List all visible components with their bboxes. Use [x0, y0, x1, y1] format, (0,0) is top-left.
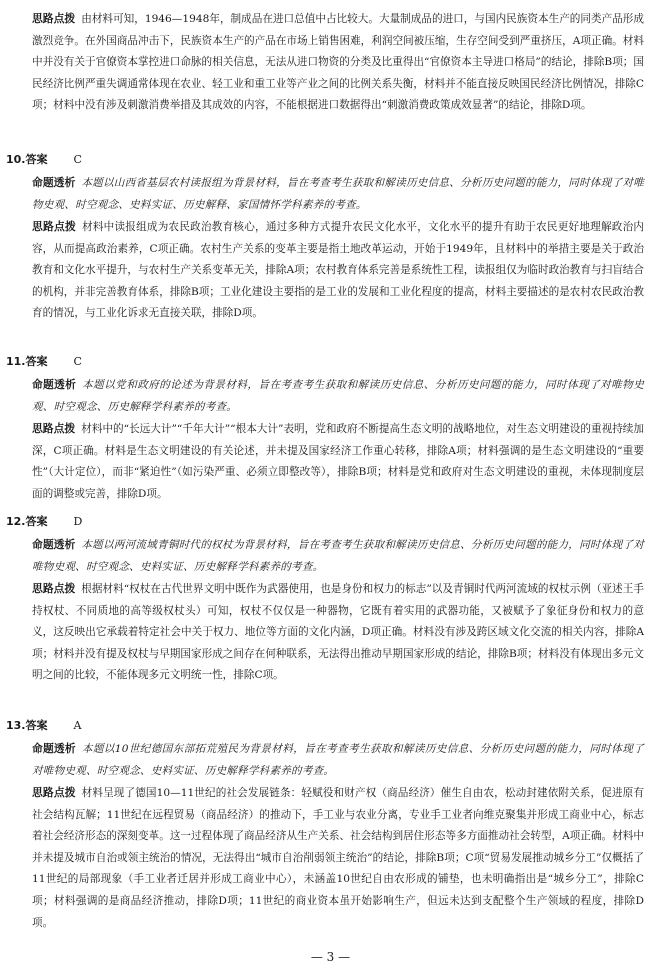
answer-label: 答案: [25, 355, 48, 368]
question-13-touxi: [32, 738, 644, 782]
bobo-label: 思路点拨: [32, 422, 76, 435]
bobo-text: 材料中的“长远大计”“千年大计”“根本大计”表明，党和政府不断提高生态文明的战略地位，对生态文明建设的重视持续加深，C项正确。材料是生态文明建设的有关论述，并未提及国家经济工作重心转移，排除A项；材料强调的是生态文明建设的“重要性”（大计定位），而非“紧迫性”（如污染严重、必须立即整改等），排除B项；材料是党和政府对生态文明建设的重视，未体现制度层面的调整或完善，排除D项。: [32, 423, 644, 500]
bobo-label: 思路点拨: [32, 786, 76, 799]
bobo-label: 思路点拨: [32, 220, 77, 233]
intro-label: 思路点拨: [32, 12, 76, 25]
question-10-touxi: [32, 172, 644, 216]
answer-value: A: [73, 719, 82, 732]
answer-value: C: [73, 355, 82, 368]
question-number: 10.: [6, 153, 26, 166]
question-10-header: [6, 150, 82, 170]
touxi-text: 本题以党和政府的论述为背景材料，旨在考查考生获取和解读历史信息、分析历史问题的能力，同时体现了对唯物史观、时空观念、历史解释学科素养的考查。: [32, 379, 645, 413]
touxi-label: 命题透析: [32, 538, 76, 551]
question-13-bobo: [32, 782, 644, 934]
touxi-label: 命题透析: [32, 742, 76, 755]
answer-label: 答案: [25, 719, 48, 732]
question-12-touxi: [32, 534, 644, 578]
touxi-text: 本题以山西省基层农村读报组为背景材料，旨在考查考生获取和解读历史信息、分析历史问题的能力，同时体现了对唯物史观、时空观念、史料实证、历史解释、家国情怀学科素养的考查。: [32, 177, 645, 211]
bobo-text: 根据材料“权杖在古代世界文明中既作为武器使用，也是身份和权力的标志”以及青铜时代两河流域的权杖示例（亚述王手持权杖、不同质地的高等级权杖头）可知，权杖不仅仅是一种器物，它既有着实用的武器功能，又被赋予了象征身份和权力的意义，这反映出它承载着特定社会中关于权力、地位等方面的文化内涵，D项正确。材料没有涉及跨区域文化交流的相关内容，排除A项；材料并没有提及权杖与早期国家形成之间存在何种联系，无法得出推动早期国家形成的结论，排除B项；材料没有体现出多元文明之间的比较，不能体现多元文明统一性，排除C项。: [32, 583, 644, 682]
answer-label: 答案: [25, 153, 48, 166]
bobo-text: 材料呈现了德国10—11世纪的社会发展链条：轻赋役和财产权（商品经济）催生自由农，松动封建依附关系，促进原有社会结构瓦解；11世纪在远程贸易（商品经济）的推动下，手工业与农业分离，专业手工业者向维克聚集并形成工商业中心，标志着社会经济形态的深刻变革。这一过程体现了商品经济从生产关系、社会结构到居住形态等多方面推动社会转型，A项正确。材料中并未提及城市自治或领主统治的情况，无法得出“城市自治削弱领主统治”的结论，排除B项；C项“贸易发展推动城乡分工”仅概括了11世纪的局部现象（手工业者迁居并形成工商业中心），未涵盖10世纪自由农形成的铺垫，也未明确指出是“城乡分工”，排除C项；材料强调的是商品经济推动，排除D项；11世纪的商业资本虽开始影响生产，但远未达到支配整个生产领域的程度，排除D项。: [32, 787, 644, 929]
question-number: 12.: [6, 515, 26, 528]
question-number: 11.: [6, 355, 26, 368]
question-12-bobo: [32, 578, 644, 687]
answer-value: C: [73, 153, 82, 166]
question-11-touxi: [32, 374, 644, 418]
touxi-label: 命题透析: [32, 378, 77, 391]
question-number: 13.: [6, 719, 26, 732]
bobo-text: 材料中读报组成为农民政治教育核心，通过多种方式提升农民文化水平，文化水平的提升有助于农民更好地理解政治内容，从而提高政治素养，C项正确。农村生产关系的变革主要是指土地改革运动，开始于1949年，且材料中的举措主要是关于政治教育和文化水平提升，与农村生产关系变革无关，排除A项；农村教育体系完善是系统性工程，读报组仅为临时政治教育与扫盲结合的机构，并非完善教育体系，排除B项；工业化建设主要指的是工业的发展和工业化程度的提高，材料主要描述的是农村农民政治教育的情况，与工业化诉求无直接关联，排除D项。: [32, 221, 645, 320]
question-11-header: [6, 352, 82, 372]
touxi-label: 命题透析: [32, 176, 76, 189]
page-number: — 3 —: [310, 950, 351, 964]
question-10-bobo: [32, 216, 644, 325]
intro-text: 由材料可知，1946—1948年，制成品在进口总值中占比较大。大量制成品的进口，与国内民族资本生产的同类产品形成激烈竞争。在外国商品冲击下，民族资本生产的产品在市场上销售困难，利润空间被压缩，生存空间受到严重挤压，A项正确。材料中并没有关于官僚资本掌控进口命脉的相关信息，无法从进口物资的分类及比重得出“官僚资本主导进口格局”的结论，排除B项；国民经济比例严重失调通常体现在农业、轻工业和重工业等产业之间的比例关系失衡，材料并不能直接反映国民经济比例情况，排除C项；材料中没有涉及刺激消费举措及其成效的内容，不能根据进口数据得出“刺激消费政策成效显著”的结论，排除D项。: [32, 13, 644, 112]
intro-paragraph: [32, 8, 644, 117]
answer-label: 答案: [25, 515, 48, 528]
touxi-text: 本题以10世纪德国东部拓荒殖民为背景材料，旨在考查考生获取和解读历史信息、分析历史问题的能力，同时体现了对唯物史观、时空观念、史料实证、历史解释学科素养的考查。: [32, 743, 644, 777]
question-12-header: [6, 512, 82, 532]
question-11-bobo: [32, 418, 644, 505]
bobo-label: 思路点拨: [32, 582, 76, 595]
answer-value: D: [73, 515, 83, 528]
touxi-text: 本题以两河流域青铜时代的权杖为背景材料，旨在考查考生获取和解读历史信息、分析历史问题的能力，同时体现了对唯物史观、时空观念、史料实证、历史解释学科素养的考查。: [32, 539, 645, 573]
question-13-header: [6, 716, 81, 736]
